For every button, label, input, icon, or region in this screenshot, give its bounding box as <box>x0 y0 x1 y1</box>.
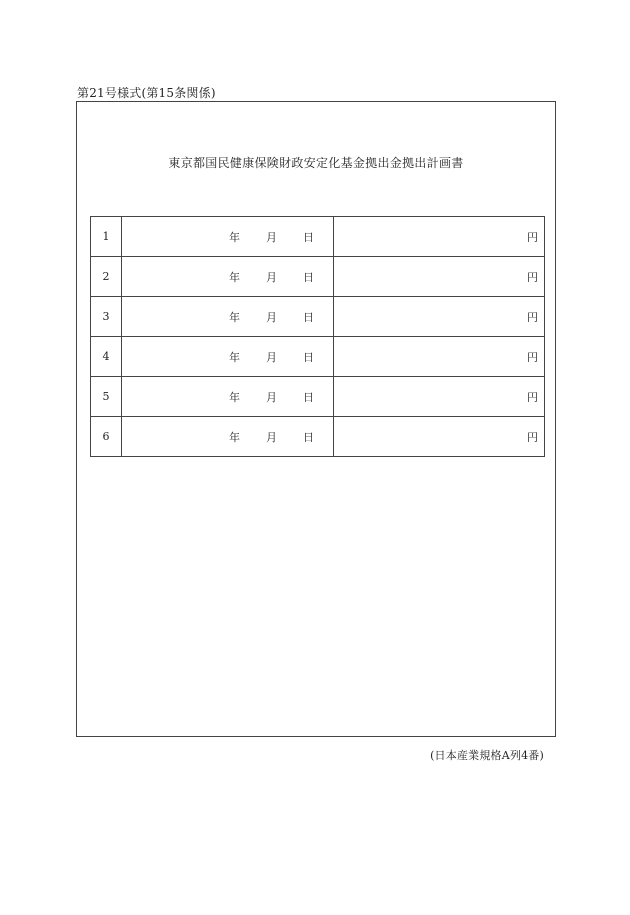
day-label: 日 <box>303 230 314 244</box>
yen-label: 円 <box>527 270 538 284</box>
month-label: 月 <box>266 270 277 284</box>
amount-cell[interactable] <box>334 297 545 337</box>
date-cell[interactable] <box>122 257 334 297</box>
month-label: 月 <box>266 350 277 364</box>
yen-label: 円 <box>527 310 538 324</box>
year-label: 年 <box>229 310 240 324</box>
table-row <box>91 337 545 377</box>
row-number: 4 <box>91 337 122 377</box>
day-label: 日 <box>303 270 314 284</box>
date-cell[interactable] <box>122 377 334 417</box>
paper-standard-note: (日本産業規格A列4番) <box>430 749 544 762</box>
amount-cell[interactable] <box>334 217 545 257</box>
day-label: 日 <box>303 310 314 324</box>
table-row <box>91 217 545 257</box>
year-label: 年 <box>229 270 240 284</box>
row-number: 1 <box>91 217 122 257</box>
row-number: 2 <box>91 257 122 297</box>
year-label: 年 <box>229 430 240 444</box>
amount-cell[interactable] <box>334 257 545 297</box>
yen-label: 円 <box>527 390 538 404</box>
row-number: 6 <box>91 417 122 457</box>
yen-label: 円 <box>527 230 538 244</box>
month-label: 月 <box>266 390 277 404</box>
amount-cell[interactable] <box>334 417 545 457</box>
yen-label: 円 <box>527 430 538 444</box>
year-label: 年 <box>229 350 240 364</box>
date-cell[interactable] <box>122 217 334 257</box>
date-cell[interactable] <box>122 297 334 337</box>
table-row <box>91 417 545 457</box>
yen-label: 円 <box>527 350 538 364</box>
form-number-label: 第21号様式(第15条関係) <box>77 86 216 100</box>
month-label: 月 <box>266 310 277 324</box>
amount-cell[interactable] <box>334 337 545 377</box>
day-label: 日 <box>303 390 314 404</box>
contribution-plan-table <box>90 216 545 457</box>
form-frame <box>76 101 556 737</box>
row-number: 3 <box>91 297 122 337</box>
amount-cell[interactable] <box>334 377 545 417</box>
year-label: 年 <box>229 230 240 244</box>
row-number: 5 <box>91 377 122 417</box>
day-label: 日 <box>303 350 314 364</box>
table-row <box>91 297 545 337</box>
date-cell[interactable] <box>122 337 334 377</box>
month-label: 月 <box>266 230 277 244</box>
day-label: 日 <box>303 430 314 444</box>
table-row <box>91 257 545 297</box>
document-title: 東京都国民健康保険財政安定化基金拠出金拠出計画書 <box>168 156 464 170</box>
month-label: 月 <box>266 430 277 444</box>
year-label: 年 <box>229 390 240 404</box>
table-row <box>91 377 545 417</box>
date-cell[interactable] <box>122 417 334 457</box>
